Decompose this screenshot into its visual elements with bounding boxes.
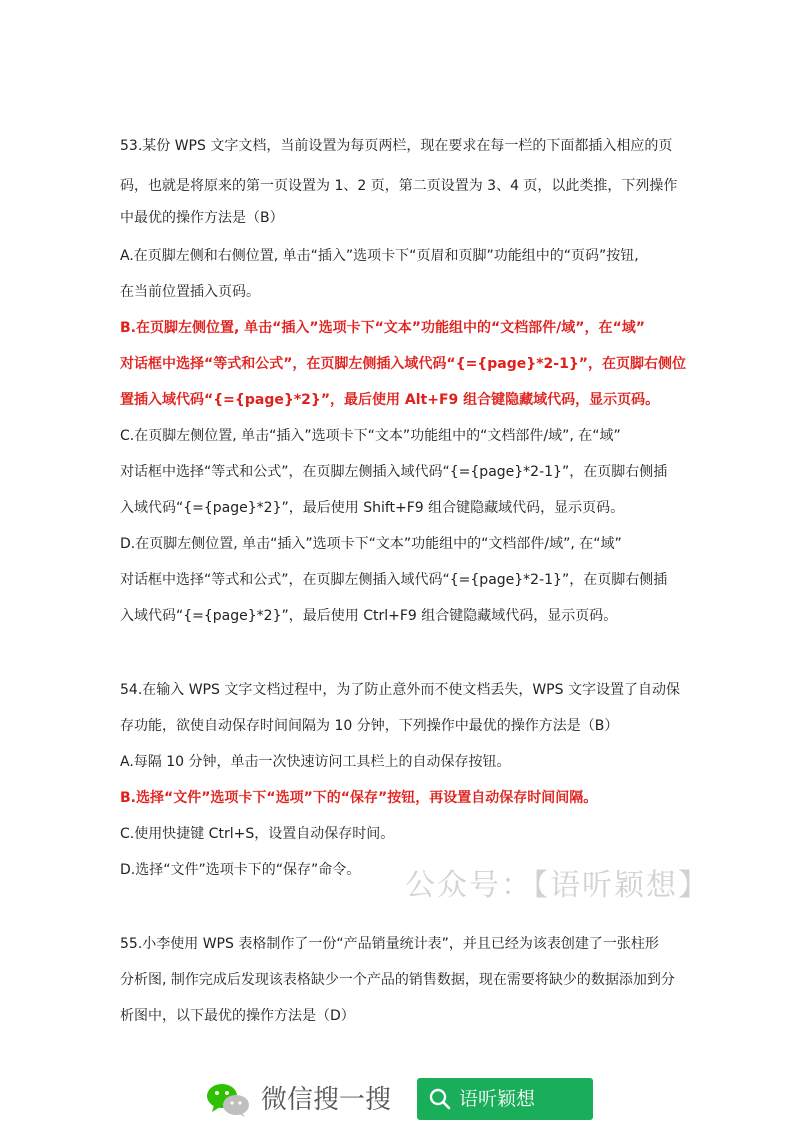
question-54-line-1: 54.在输入 WPS 文字文档过程中，为了防止意外而不使文档丢失，WPS 文字设置了自动保 bbox=[120, 682, 680, 698]
watermark-text: 公众号：【语听颖想】 bbox=[405, 868, 710, 903]
question-53-line-3: 中最优的操作方法是（B） bbox=[120, 210, 284, 226]
search-icon bbox=[429, 1088, 451, 1110]
search-button[interactable] bbox=[417, 1078, 593, 1120]
question-55-line-1: 55.小李使用 WPS 表格制作了一份“产品销量统计表”，并且已经为该表创建了一张柱形 bbox=[120, 936, 659, 952]
wechat-search-banner[interactable] bbox=[205, 1078, 595, 1122]
question-53-option-c-line-2: 对话框中选择“等式和公式”，在页脚左侧插入域代码“{={page}*2-1}”，在页脚右侧插 bbox=[120, 464, 668, 480]
question-53-line-2: 码，也就是将原来的第一页设置为 1、2 页，第二页设置为 3、4 页，以此类推，下列操作 bbox=[120, 178, 678, 194]
question-53-option-d-line-2: 对话框中选择“等式和公式”，在页脚左侧插入域代码“{={page}*2-1}”，在页脚右侧插 bbox=[120, 572, 668, 588]
question-53-option-a-line-2: 在当前位置插入页码。 bbox=[120, 284, 260, 300]
question-53-option-d-line-1: D.在页脚左侧位置, 单击“插入”选项卡下“文本”功能组中的“文档部件/域”, 在“域” bbox=[120, 536, 622, 552]
search-term: 语听颖想 bbox=[459, 1088, 536, 1110]
question-54-option-a: A.每隔 10 分钟，单击一次快速访问工具栏上的自动保存按钮。 bbox=[120, 754, 511, 770]
question-53-option-c-line-3: 入域代码“{={page}*2}”，最后使用 Shift+F9 组合键隐藏域代码，显示页码。 bbox=[120, 500, 625, 516]
question-54-option-b: B.选择“文件”选项卡下“选项”下的“保存”按钮，再设置自动保存时间间隔。 bbox=[120, 790, 598, 806]
question-53-line-1: 53.某份 WPS 文字文档，当前设置为每页两栏，现在要求在每一栏的下面都插入相应的页 bbox=[120, 138, 673, 154]
question-53-option-b-line-2: 对话框中选择“等式和公式”，在页脚左侧插入域代码“{={page}*2-1}”，在页脚右侧位 bbox=[120, 356, 687, 372]
question-55-line-2: 分析图, 制作完成后发现该表格缺少一个产品的销售数据，现在需要将缺少的数据添加到分 bbox=[120, 972, 675, 988]
question-53-option-b-line-1: B.在页脚左侧位置, 单击“插入”选项卡下“文本”功能组中的“文档部件/域”，在“域” bbox=[120, 320, 645, 336]
question-53-option-b-line-3: 置插入域代码“{={page}*2}”，最后使用 Alt+F9 组合键隐藏域代码，显示页码。 bbox=[120, 392, 660, 408]
question-54-option-d: D.选择“文件”选项卡下的“保存”命令。 bbox=[120, 862, 361, 878]
question-53-option-a-line-1: A.在页脚左侧和右侧位置, 单击“插入”选项卡下“页眉和页脚”功能组中的“页码”按钮, bbox=[120, 248, 639, 264]
question-53-option-c-line-1: C.在页脚左侧位置, 单击“插入”选项卡下“文本”功能组中的“文档部件/域”, 在“域” bbox=[120, 428, 621, 444]
question-55-line-3: 析图中，以下最优的操作方法是（D） bbox=[120, 1008, 355, 1024]
question-54-line-2: 存功能，欲使自动保存时间间隔为 10 分钟，下列操作中最优的操作方法是（B） bbox=[120, 718, 619, 734]
wechat-icon bbox=[205, 1082, 251, 1118]
question-54-option-c: C.使用快捷键 Ctrl+S，设置自动保存时间。 bbox=[120, 826, 395, 842]
question-53-option-d-line-3: 入域代码“{={page}*2}”，最后使用 Ctrl+F9 组合键隐藏域代码，显示页码。 bbox=[120, 608, 618, 624]
wechat-search-label: 微信搜一搜 bbox=[261, 1085, 392, 1115]
